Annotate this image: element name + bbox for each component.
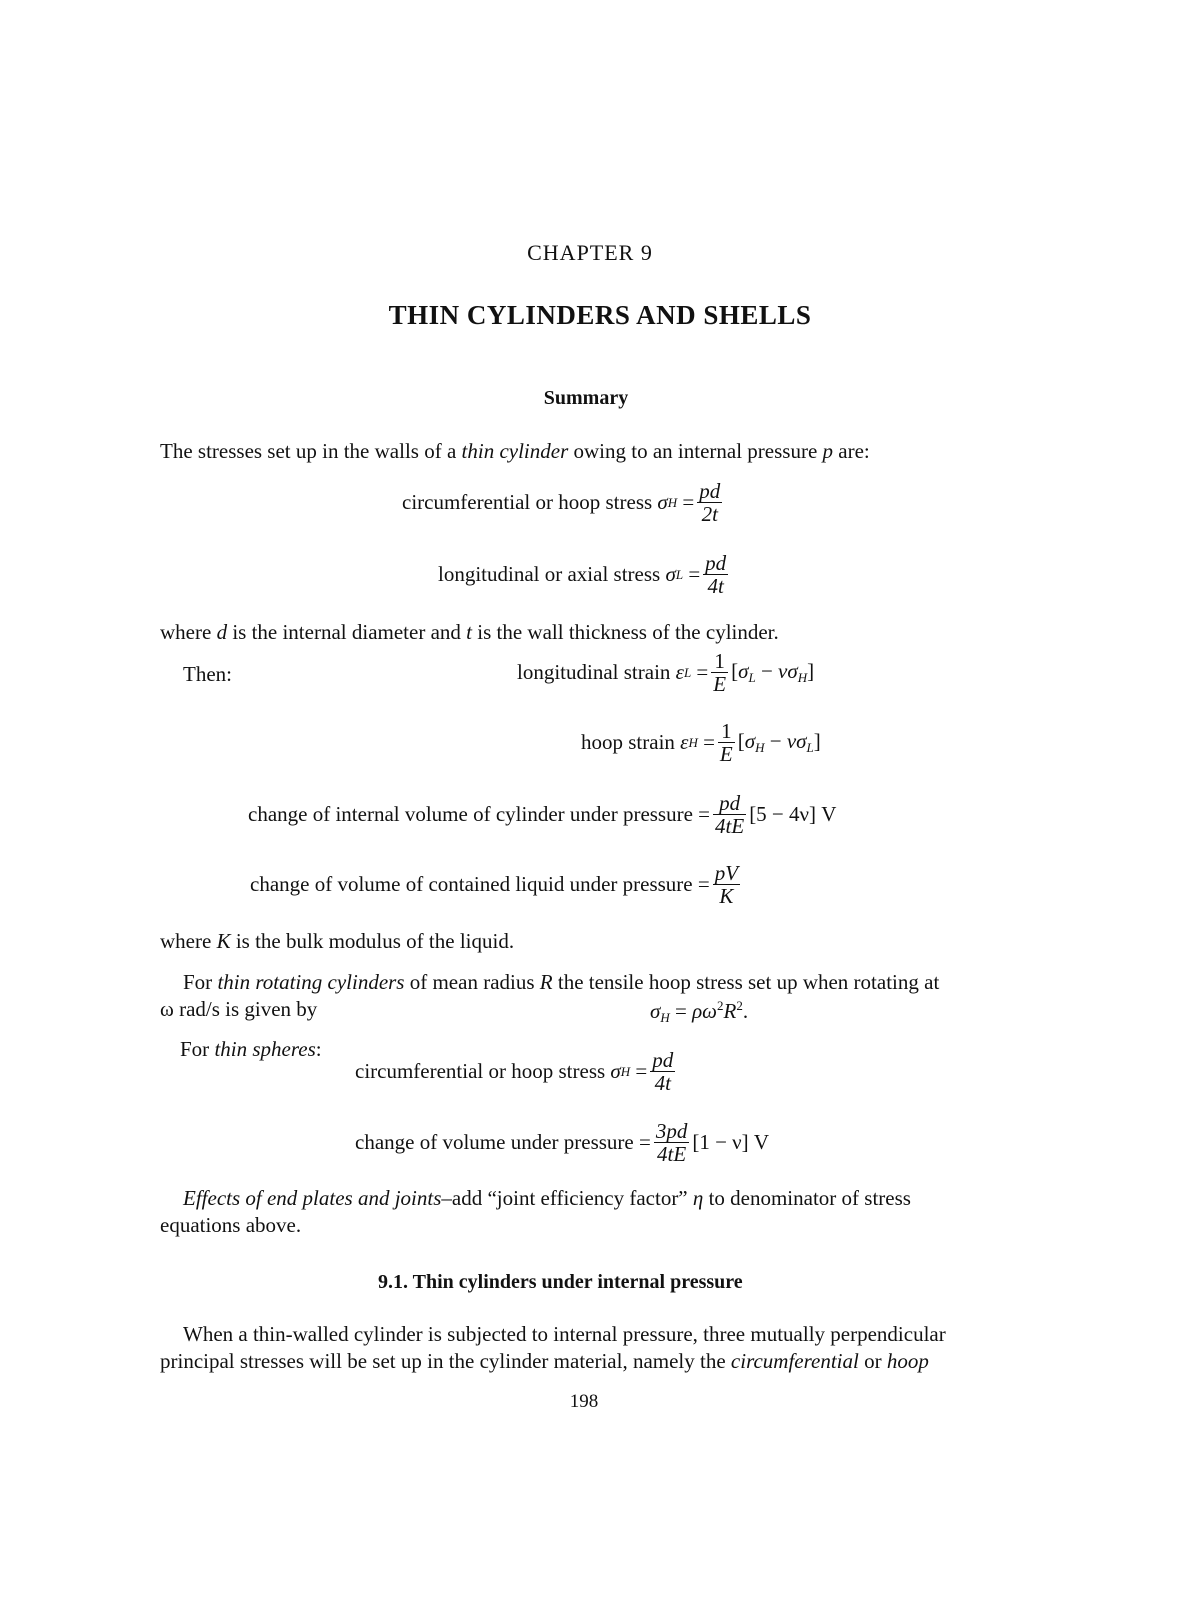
equation-longitudinal-stress: longitudinal or axial stress σ L = $\frac{pd}{4t}$: [438, 551, 727, 599]
equation-hoop-strain: hoop strain ε H = $\frac{1}{E}$ $[\sigma_H - \nu\sigma_L]$: [581, 719, 821, 767]
where-d-paragraph: where d is the internal diameter and t is the wall thickness of the cylinder.: [160, 620, 779, 644]
page-number: 198: [569, 1391, 599, 1412]
intro-italic: thin cylinder: [461, 439, 569, 463]
fraction: $\frac{1}{E}$: [719, 719, 733, 767]
equation-longitudinal-strain: longitudinal strain ε L = $\frac{1}{E}$ $[\sigma_L - \nu\sigma_H]$: [517, 649, 815, 697]
intro-paragraph: The stresses set up in the walls of a thin cylinder owing to an internal pressure p are:: [160, 439, 870, 463]
equation-hoop-stress: circumferential or hoop stress σ H = $\frac{pd}{2t}$: [402, 479, 721, 527]
fraction: $\frac{1}{E}$: [713, 649, 727, 697]
equation-volume-change-liquid: change of volume of contained liquid under pressure = $\frac{pV}{K}$: [250, 861, 739, 909]
rotating-paragraph: For thin rotating cylinders of mean radius R the tensile hoop stress set up when rotating at: [183, 970, 940, 994]
chapter-title: THIN CYLINDERS AND SHELLS: [388, 300, 812, 330]
fraction: $\frac{3pd}{4tE}$: [655, 1119, 688, 1167]
then-label: Then:: [183, 662, 232, 686]
body-line-1: When a thin-walled cylinder is subjected to internal pressure, three mutually perpendicular: [183, 1322, 946, 1346]
effects-paragraph: Effects of end plates and joints–add “joint efficiency factor” η to denominator of stress: [183, 1186, 911, 1210]
fraction: $\frac{pV}{K}$: [714, 861, 739, 909]
equation-rotating-hoop-stress: $\sigma_H = \rho\omega^2R^2$.: [650, 998, 749, 1025]
equation-volume-change-cylinder: change of internal volume of cylinder under pressure = $\frac{pd}{4tE}$ [5 − 4ν] V: [248, 791, 837, 839]
fraction: $\frac{pd}{4tE}$: [715, 791, 745, 839]
fraction: $\frac{pd}{4t}$: [705, 551, 727, 599]
body-line-2: principal stresses will be set up in the cylinder material, namely the circumferential or hoop: [160, 1349, 929, 1373]
chapter-label: CHAPTER 9: [527, 240, 653, 265]
equation-sphere-volume-change: change of volume under pressure = $\frac{3pd}{4tE}$ [1 − ν] V: [355, 1119, 770, 1167]
spheres-label: For thin spheres:: [180, 1037, 322, 1061]
effects-line-2: equations above.: [160, 1213, 302, 1237]
equation-sphere-hoop-stress: circumferential or hoop stress σ H = $\frac{pd}{4t}$: [355, 1048, 674, 1096]
fraction: $\frac{pd}{2t}$: [699, 479, 721, 527]
summary-heading: Summary: [543, 387, 629, 409]
rotating-line-2: ω rad/s is given by: [160, 997, 318, 1021]
where-k-paragraph: where K is the bulk modulus of the liquid.: [160, 929, 515, 953]
fraction: $\frac{pd}{4t}$: [652, 1048, 674, 1096]
section-heading: 9.1. Thin cylinders under internal pressure: [378, 1271, 743, 1293]
